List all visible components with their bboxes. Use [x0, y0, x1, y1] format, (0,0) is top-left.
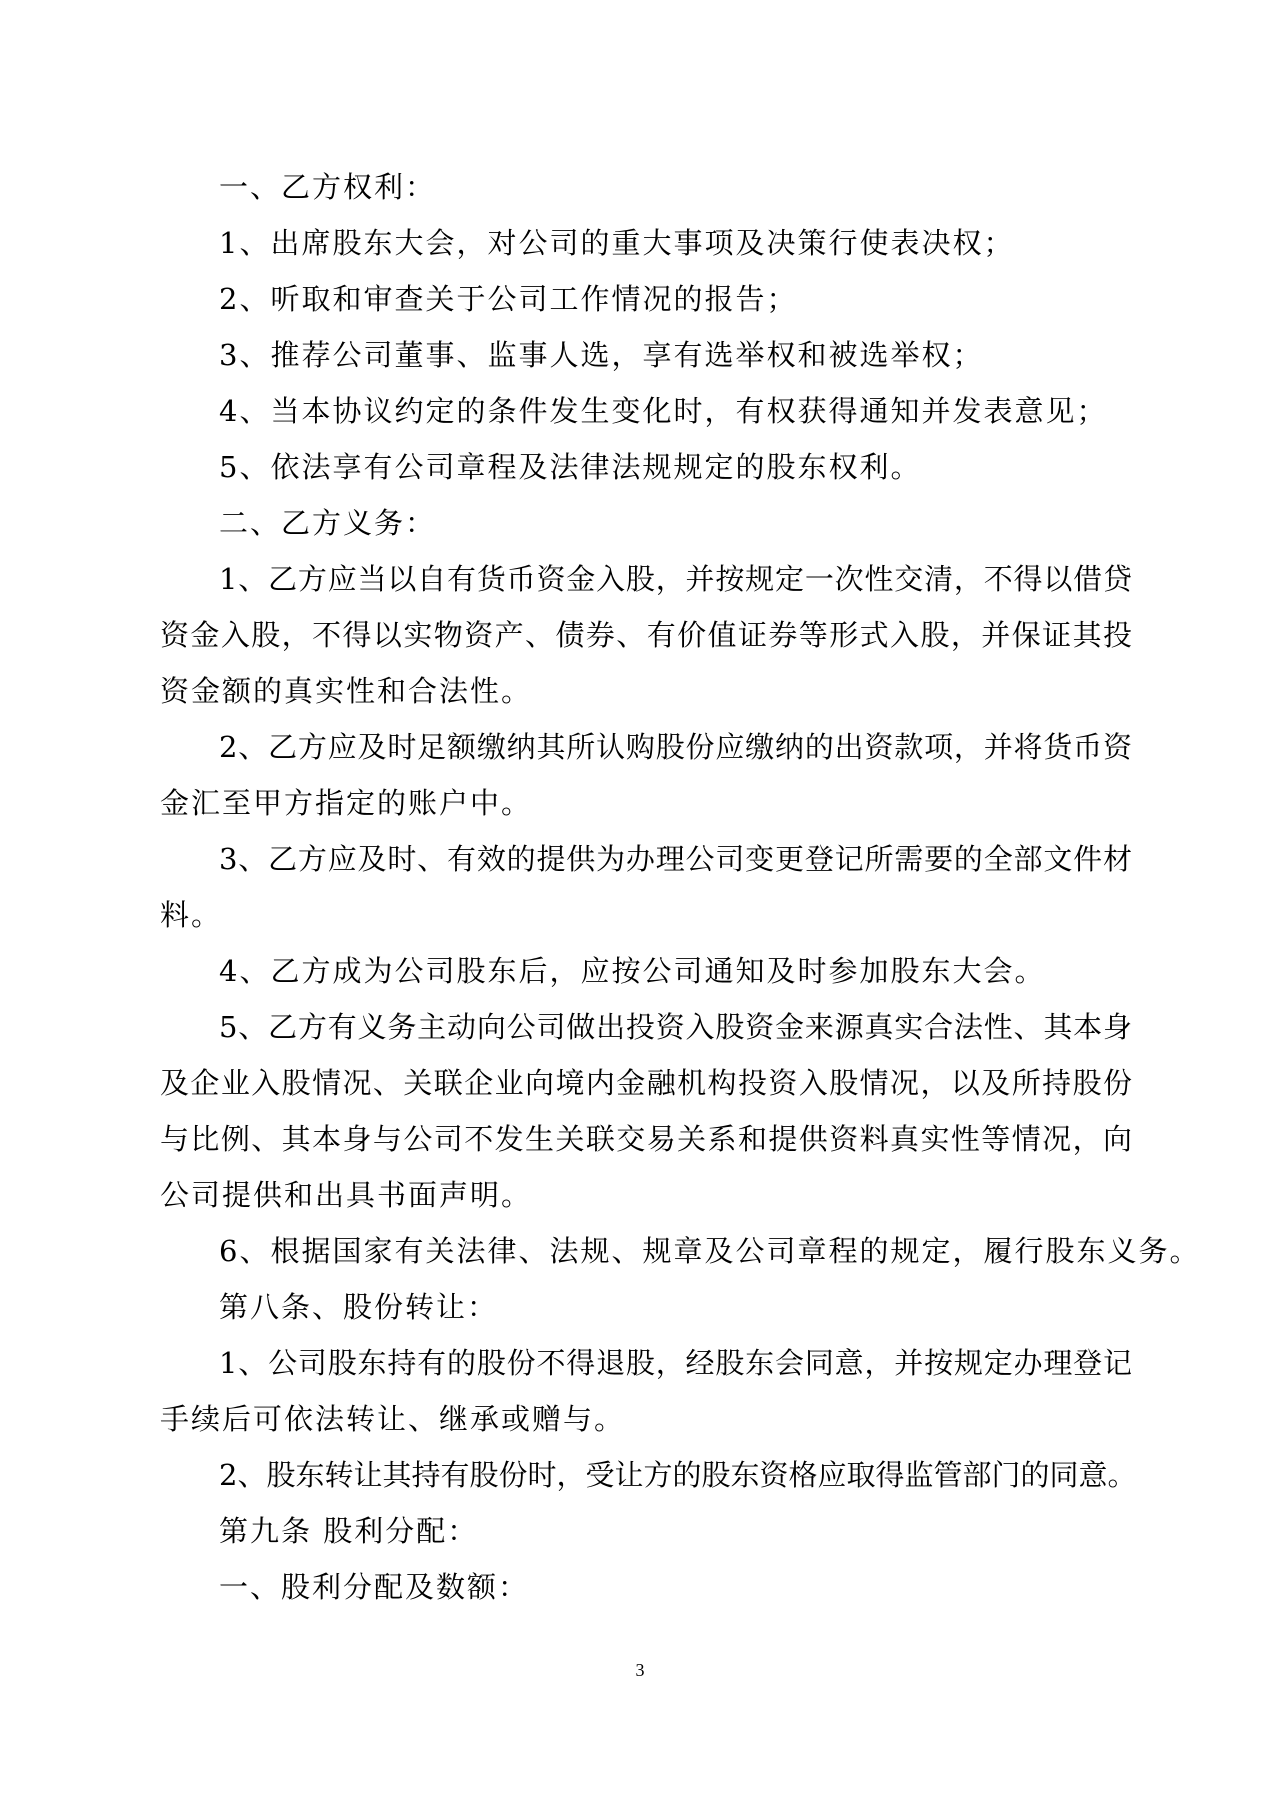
paragraph-line: 料。	[160, 898, 223, 932]
paragraph-line: 3、乙方应及时、有效的提供为办理公司变更登记所需要的全部文件材	[219, 842, 1132, 876]
paragraph-line: 与比例、其本身与公司不发生关联交易关系和提供资料真实性等情况，向	[160, 1122, 1132, 1156]
section-heading-party-b-rights: 一、乙方权利：	[219, 170, 437, 204]
paragraph-line: 2、听取和审查关于公司工作情况的报告；	[219, 282, 798, 316]
paragraph-line: 金汇至甲方指定的账户中。	[160, 786, 533, 820]
article-heading-share-transfer: 第八条、股份转让：	[219, 1290, 499, 1324]
article-heading-dividend-distribution: 第九条 股利分配：	[219, 1514, 479, 1548]
paragraph-line: 2、乙方应及时足额缴纳其所认购股份应缴纳的出资款项，并将货币资	[219, 730, 1132, 764]
paragraph-line: 5、依法享有公司章程及法律法规规定的股东权利。	[219, 450, 922, 484]
paragraph-line: 1、乙方应当以自有货币资金入股，并按规定一次性交清，不得以借贷	[219, 562, 1132, 596]
paragraph-line: 及企业入股情况、关联企业向境内金融机构投资入股情况，以及所持股份	[160, 1066, 1132, 1100]
section-heading-dividend-amount: 一、股利分配及数额：	[219, 1570, 530, 1604]
paragraph-line: 1、出席股东大会，对公司的重大事项及决策行使表决权；	[219, 226, 1015, 260]
paragraph-line: 4、乙方成为公司股东后，应按公司通知及时参加股东大会。	[219, 954, 1046, 988]
paragraph-line: 6、根据国家有关法律、法规、规章及公司章程的规定，履行股东义务。	[219, 1234, 1201, 1268]
page-number: 3	[635, 1660, 645, 1680]
paragraph-line: 1、公司股东持有的股份不得退股，经股东会同意，并按规定办理登记	[219, 1346, 1132, 1380]
paragraph-line: 手续后可依法转让、继承或赠与。	[160, 1402, 626, 1436]
paragraph-line: 5、乙方有义务主动向公司做出投资入股资金来源真实合法性、其本身	[219, 1010, 1132, 1044]
paragraph-line: 3、推荐公司董事、监事人选，享有选举权和被选举权；	[219, 338, 984, 372]
section-heading-party-b-obligations: 二、乙方义务：	[219, 506, 437, 540]
paragraph-line: 公司提供和出具书面声明。	[160, 1178, 533, 1212]
paragraph-line: 资金额的真实性和合法性。	[160, 674, 533, 708]
paragraph-line: 2、股东转让其持有股份时，受让方的股东资格应取得监管部门的同意。	[219, 1458, 1137, 1492]
paragraph-line: 资金入股，不得以实物资产、债券、有价值证券等形式入股，并保证其投	[160, 618, 1132, 652]
paragraph-line: 4、当本协议约定的条件发生变化时，有权获得通知并发表意见；	[219, 394, 1108, 428]
